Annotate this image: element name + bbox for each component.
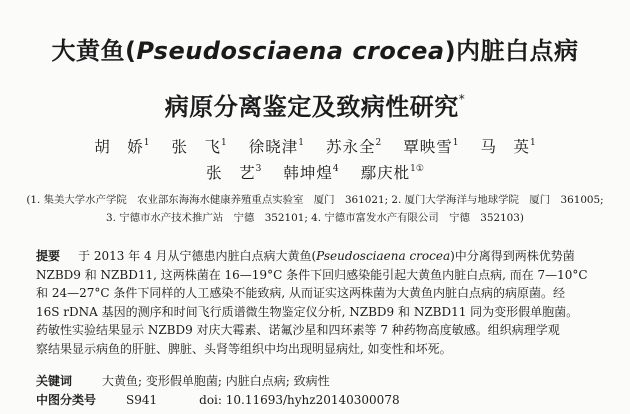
author-list-row2 — [0, 159, 630, 183]
keywords — [36, 372, 330, 390]
doi[interactable]: doi: 10.11693/hyhz20140300078 — [199, 393, 400, 407]
abstract-line-1: 提要 于 2013 年 4 月从宁德患内脏白点病大黄鱼(Pseudosciaena crocea)中分离得到两株优势菌 — [36, 249, 575, 263]
author-affiliation-mark: 4 — [332, 164, 339, 174]
author-name: 张 艺$^3$ — [206, 164, 262, 182]
abstract — [36, 247, 620, 358]
title-footnote-mark: * — [458, 92, 466, 106]
abstract-line-3: 和 24—27°C 条件下同样的人工感染不能致病, 从而证实这两株菌为大黄鱼内脏白点病的病原菌。经 — [36, 286, 565, 300]
author-name: 胡 娇$^1$ — [94, 138, 150, 156]
author-name: 鄢庆枇$^{1①}$ — [360, 164, 424, 182]
abstract-line-2: NZBD9 和 NZBD11, 这两株菌在 16—19°C 条件下回归感染能引起大黄鱼内脏白点病, 而在 7—10°C — [36, 267, 588, 282]
abstract-line-5: 药敏性实验结果显示 NZBD9 对庆大霉素、诺氟沙星和四环素等 7 种药物高度敏感。组织病理学观 — [36, 323, 560, 337]
author-name: 马 英$^1$ — [480, 138, 536, 156]
classification-code: S941 — [126, 393, 158, 407]
classification-label: 中图分类号 — [36, 393, 97, 407]
author-list-row1 — [0, 133, 630, 157]
affiliation-line1: (1. 集美大学水产学院 农业部东海海水健康养殖重点实验室 厦门 361021; 2. 厦门大学海洋与地球学院 厦门 361005; — [26, 194, 604, 206]
author-name: 张 飞$^1$ — [171, 138, 227, 156]
author-affiliation-mark: 1 — [298, 138, 304, 148]
abstract-label: 提要 — [36, 249, 61, 263]
author-affiliation-mark: 1 — [530, 138, 536, 148]
abstract-line-4: 16S rDNA 基因的测序和时间飞行质谱微生物鉴定仪分析, NZBD9 和 NZBD11 同为变形假单胞菌。 — [36, 304, 579, 319]
paper-title-line2: 病原分离鉴定及致病性研究* — [164, 92, 466, 121]
author-affiliation-mark: 3 — [255, 164, 262, 174]
paper-title-line1: 大黄鱼(Pseudosciaena crocea)内脏白点病 — [51, 37, 579, 65]
affiliation-line2: 3. 宁德市水产技术推广站 宁德 352101; 4. 宁德市富发水产有限公司 宁德 352103) — [106, 212, 524, 224]
keywords-label: 关键词 — [36, 374, 73, 388]
author-name: 徐晓津$^1$ — [248, 138, 304, 156]
author-affiliation-mark: 1 — [221, 138, 227, 148]
author-name: 韩坤煌$^4$ — [283, 164, 339, 182]
author-name: 覃映雪$^1$ — [403, 138, 459, 156]
author-affiliation-mark: 1 — [452, 138, 459, 148]
author-affiliation-mark: 2 — [375, 138, 382, 148]
author-affiliation-mark: 1 — [143, 138, 150, 148]
abstract-line-6: 察结果显示病鱼的肝脏、脾脏、头肾等组织中均出现明显病灶, 如变性和坏死。 — [36, 341, 452, 356]
species-latin-name: Pseudosciaena crocea — [136, 37, 445, 65]
keywords-text: 大黄鱼; 变形假单胞菌; 内脏白点病; 致病性 — [102, 374, 330, 388]
author-name: 苏永全$^2$ — [326, 138, 382, 156]
classification — [36, 391, 400, 409]
author-affiliation-mark: 1① — [410, 164, 424, 174]
